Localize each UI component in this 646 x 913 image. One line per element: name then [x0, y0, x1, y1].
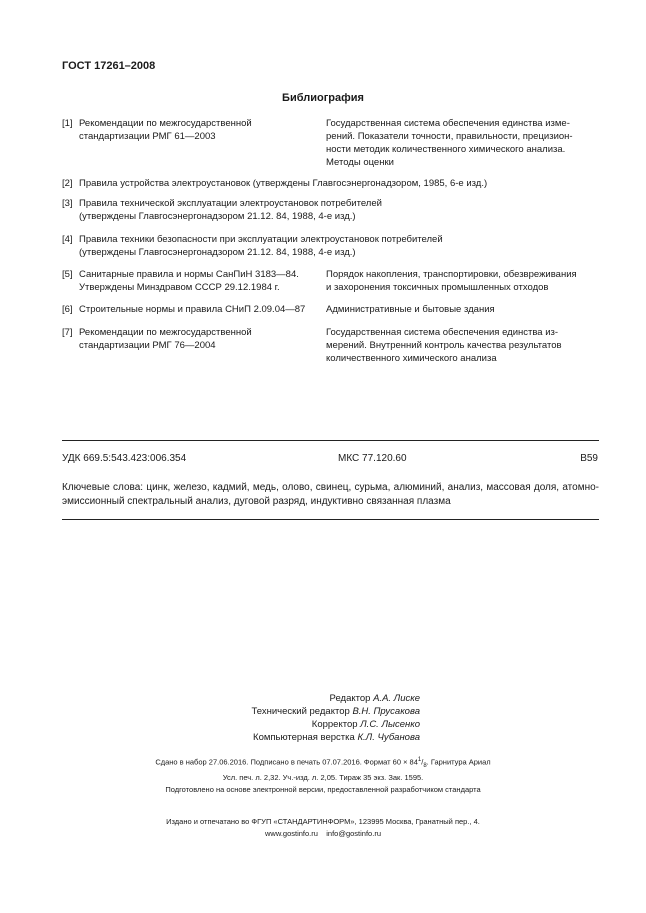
publisher-info: [0, 816, 646, 840]
publisher-address: Издано и отпечатано во ФГУП «СТАНДАРТИНФОРМ», 123995 Москва, Гранатный пер., 4.: [166, 817, 480, 826]
reference-item: [62, 303, 599, 317]
reference-number: [2]: [62, 178, 73, 189]
reference-description: [326, 268, 588, 294]
keywords: Ключевые слова: цинк, железо, кадмий, медь, олово, свинец, сурьма, алюминий, анализ, массовая доля, атомно-эмиссионный спектральный анализ, дуговой разряд, индуктивно связанная плазма: [62, 482, 599, 507]
reference-title-line: (утверждены Главгосэнергонадзором 21.12. 84, 1988, 4-е изд.): [79, 211, 356, 222]
imprint-text: . Гарнитура Ариал: [426, 757, 491, 767]
staff-role: Редактор: [329, 693, 371, 704]
reference-number: [1]: [62, 118, 73, 129]
reference-description-line: и захоронения токсичных промышленных отходов: [326, 282, 549, 293]
reference-number: [5]: [62, 269, 73, 280]
divider: [62, 519, 599, 520]
staff-role: Корректор: [311, 719, 358, 730]
reference-item: [62, 268, 599, 296]
reference-item: [62, 326, 599, 366]
reference-title-line: (утверждены Главгосэнергонадзором 21.12. 84, 1988, 4-е изд.): [79, 247, 356, 258]
reference-title-line: Правила устройства электроустановок (утверждены Главгосэнергонадзором, 1985, 6-е изд.): [79, 178, 488, 189]
reference-title-line: Строительные нормы и правила СНиП 2.09.04—87: [79, 304, 306, 315]
reference-title-line: Санитарные правила и нормы СанПиН 3183—84.: [79, 269, 299, 280]
standard-number: ГОСТ 17261–2008: [62, 60, 156, 72]
reference-description-line: Методы оценки: [326, 157, 394, 168]
reference-description: [326, 117, 588, 169]
staff-role: Компьютерная верстка: [253, 732, 355, 743]
reference-title: [79, 268, 299, 294]
reference-number: [7]: [62, 327, 73, 338]
reference-item: [62, 233, 599, 261]
reference-title-line: стандартизации РМГ 76—2004: [79, 340, 216, 351]
reference-number: [4]: [62, 234, 73, 245]
imprint-text: Сдано в набор 27.06.2016. Подписано в печать 07.07.2016. Формат 60 × 84: [155, 757, 418, 767]
imprint-fraction-denominator: 8: [423, 763, 427, 769]
staff-row: [0, 718, 420, 731]
reference-description-line: количественного химического анализа: [326, 353, 497, 364]
reference-title-line: Правила технической эксплуатации электроустановок потребителей: [79, 198, 382, 209]
staff-name: В.Н. Прусакова: [352, 706, 420, 717]
reference-title: [79, 197, 599, 223]
divider: [62, 440, 599, 441]
reference-description-line: рений. Показатели точности, правильности, прецизион-: [326, 131, 573, 142]
staff-row: [0, 731, 420, 744]
staff-name: А.А. Лиске: [373, 693, 420, 704]
reference-item: [62, 177, 599, 191]
mks-code: МКС 77.120.60: [338, 453, 407, 464]
reference-description-line: ности методик количественного химического анализа.: [326, 144, 566, 155]
reference-item: [62, 117, 599, 171]
staff-name: Л.С. Лысенко: [360, 719, 420, 730]
imprint-line: Сдано в набор 27.06.2016. Подписано в печать 07.07.2016. Формат $60 \times 84^1/_8$. Гарнитура Ариал: [155, 757, 491, 769]
reference-description-line: Государственная система обеспечения единства изме-: [326, 118, 570, 129]
imprint-line: Подготовлено на основе электронной версии, предоставленной разработчиком стандарта: [165, 785, 481, 794]
staff-row: [0, 705, 420, 718]
staff-role: Технический редактор: [251, 706, 350, 717]
reference-title-line: Рекомендации по межгосударственной: [79, 327, 252, 338]
reference-number: [6]: [62, 304, 73, 315]
reference-title-line: Правила техники безопасности при эксплуатации электроустановок потребителей: [79, 234, 443, 245]
reference-title: [79, 117, 252, 143]
reference-description: [326, 326, 588, 365]
reference-title: [79, 233, 599, 259]
okp-code: В59: [580, 453, 598, 464]
reference-description-line: Порядок накопления, транспортировки, обезвреживания: [326, 269, 577, 280]
reference-description: [326, 303, 588, 316]
reference-number: [3]: [62, 198, 73, 209]
reference-title-line: стандартизации РМГ 61—2003: [79, 131, 216, 142]
reference-title-line: Утверждены Минздравом СССР 29.12.1984 г.: [79, 282, 280, 293]
publisher-web: www.gostinfo.ru info@gostinfo.ru: [264, 829, 381, 838]
reference-title: [79, 326, 252, 352]
reference-description-line: Государственная система обеспечения единства из-: [326, 327, 559, 338]
reference-title: [79, 303, 305, 316]
reference-description-line: мерений. Внутренний контроль качества результатов: [326, 340, 562, 351]
imprint: [0, 754, 646, 796]
reference-title-line: Рекомендации по межгосударственной: [79, 118, 252, 129]
staff-row: [0, 692, 420, 705]
imprint-fraction-numerator: 1: [417, 757, 422, 763]
reference-item: [62, 197, 599, 225]
reference-title: [79, 177, 599, 190]
staff-name: К.Л. Чубанова: [357, 732, 420, 743]
bibliography-title: Библиография: [282, 92, 364, 104]
reference-description-line: Административные и бытовые здания: [326, 304, 495, 315]
udk-code: УДК 669.5:543.423:006.354: [62, 453, 187, 464]
imprint-line: Усл. печ. л. 2,32. Уч.-изд. л. 2,05. Тираж 35 экз. Зак. 1595.: [222, 773, 424, 782]
